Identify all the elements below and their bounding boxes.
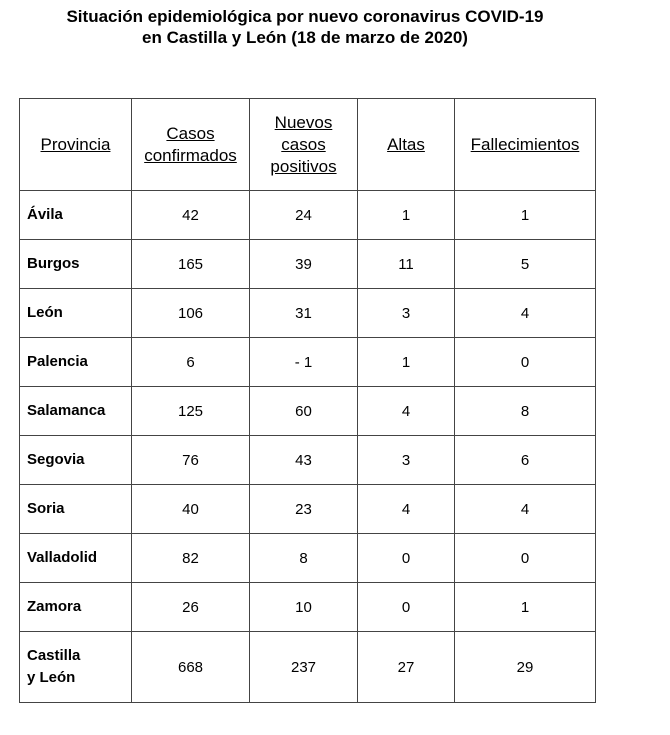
- cell-fallecimientos: 1: [455, 583, 596, 632]
- cell-fallecimientos: 4: [455, 289, 596, 338]
- header-nuevos-casos: Nuevos casos positivos: [250, 99, 358, 191]
- table-row: [20, 338, 596, 387]
- cell-provincia: León: [20, 289, 132, 338]
- cell-altas: 0: [358, 583, 455, 632]
- cell-casos-confirmados: 26: [132, 583, 250, 632]
- header-fallecimientos: Fallecimientos: [455, 99, 596, 191]
- cell-nuevos-casos: 24: [250, 191, 358, 240]
- cell-casos-confirmados: 82: [132, 534, 250, 583]
- cell-nuevos-casos: 43: [250, 436, 358, 485]
- table-total-row: [20, 632, 596, 703]
- cell-altas: 3: [358, 289, 455, 338]
- cell-altas: 11: [358, 240, 455, 289]
- cell-altas: 4: [358, 485, 455, 534]
- cell-provincia: Soria: [20, 485, 132, 534]
- cell-casos-confirmados: 125: [132, 387, 250, 436]
- cell-provincia: Burgos: [20, 240, 132, 289]
- cell-nuevos-casos: 8: [250, 534, 358, 583]
- title-line-2: en Castilla y León (18 de marzo de 2020): [142, 28, 468, 47]
- cell-fallecimientos: 8: [455, 387, 596, 436]
- header-casos-confirmados: Casos confirmados: [132, 99, 250, 191]
- cell-provincia: Castilla y León: [20, 632, 132, 703]
- header-altas: Altas: [358, 99, 455, 191]
- table-header-row: [20, 99, 596, 191]
- cell-nuevos-casos: 237: [250, 632, 358, 703]
- title-line-1: Situación epidemiológica por nuevo coronavirus COVID-19: [66, 7, 544, 26]
- cell-fallecimientos: 5: [455, 240, 596, 289]
- table-row: [20, 387, 596, 436]
- cell-casos-confirmados: 668: [132, 632, 250, 703]
- table-row: [20, 240, 596, 289]
- cell-fallecimientos: 6: [455, 436, 596, 485]
- cell-fallecimientos: 1: [455, 191, 596, 240]
- cell-nuevos-casos: 31: [250, 289, 358, 338]
- cell-nuevos-casos: 60: [250, 387, 358, 436]
- cell-casos-confirmados: 106: [132, 289, 250, 338]
- cell-provincia: Salamanca: [20, 387, 132, 436]
- table-row: [20, 583, 596, 632]
- cell-casos-confirmados: 165: [132, 240, 250, 289]
- table-row: [20, 485, 596, 534]
- cell-altas: 3: [358, 436, 455, 485]
- cell-fallecimientos: 29: [455, 632, 596, 703]
- cell-altas: 1: [358, 338, 455, 387]
- cell-provincia: Palencia: [20, 338, 132, 387]
- table-row: [20, 534, 596, 583]
- cell-altas: 4: [358, 387, 455, 436]
- cell-casos-confirmados: 76: [132, 436, 250, 485]
- cell-provincia: Valladolid: [20, 534, 132, 583]
- cell-altas: 27: [358, 632, 455, 703]
- cell-provincia: Segovia: [20, 436, 132, 485]
- cell-casos-confirmados: 42: [132, 191, 250, 240]
- table-row: [20, 436, 596, 485]
- covid-data-table: [19, 98, 596, 703]
- page-title: [0, 6, 610, 48]
- table-row: [20, 191, 596, 240]
- cell-casos-confirmados: 40: [132, 485, 250, 534]
- table-row: [20, 289, 596, 338]
- cell-provincia: Ávila: [20, 191, 132, 240]
- cell-nuevos-casos: - 1: [250, 338, 358, 387]
- cell-fallecimientos: 4: [455, 485, 596, 534]
- cell-provincia: Zamora: [20, 583, 132, 632]
- cell-casos-confirmados: 6: [132, 338, 250, 387]
- cell-fallecimientos: 0: [455, 534, 596, 583]
- cell-nuevos-casos: 23: [250, 485, 358, 534]
- cell-nuevos-casos: 39: [250, 240, 358, 289]
- cell-nuevos-casos: 10: [250, 583, 358, 632]
- cell-altas: 1: [358, 191, 455, 240]
- cell-fallecimientos: 0: [455, 338, 596, 387]
- cell-altas: 0: [358, 534, 455, 583]
- header-provincia: Provincia: [20, 99, 132, 191]
